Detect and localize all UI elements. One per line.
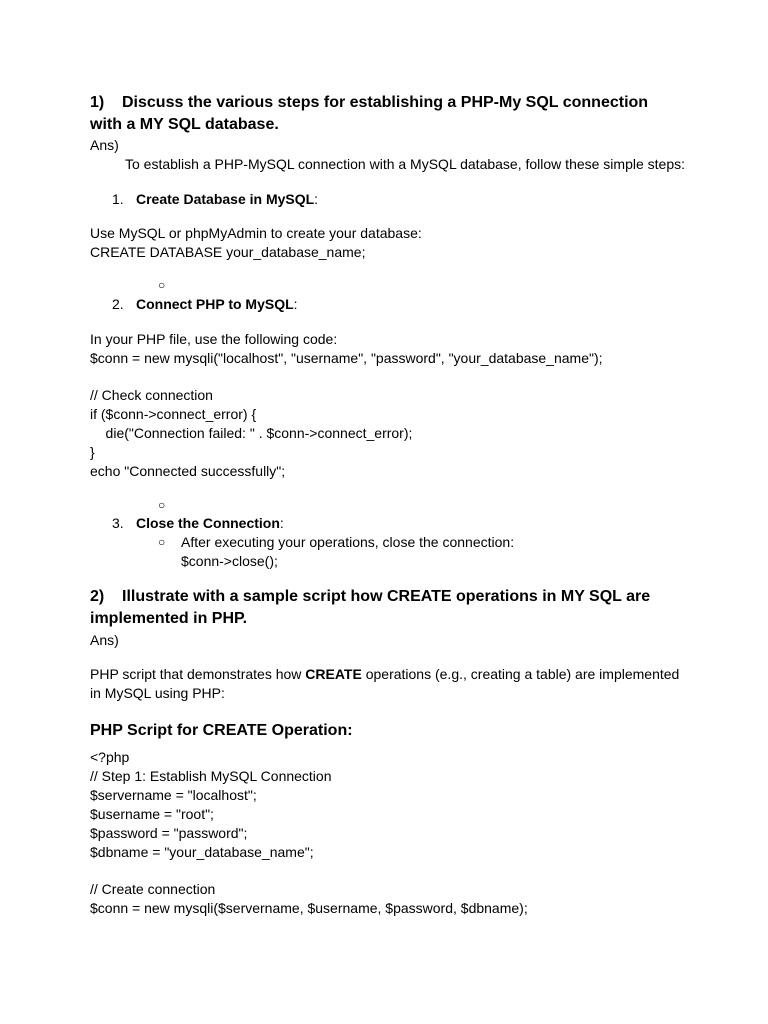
step-3-title: Close the Connection xyxy=(136,515,280,531)
answer-2-label: Ans) xyxy=(90,632,119,648)
answer-1-label: Ans) xyxy=(90,137,119,153)
step-3-suffix: : xyxy=(279,515,284,531)
empty-bullet-1: ○ xyxy=(158,278,166,292)
empty-bullet-2: ○ xyxy=(158,498,166,512)
question-2-title-line1: Illustrate with a sample script how CREATE operations in MY SQL are xyxy=(122,588,651,605)
question-1-title-line1: Discuss the various steps for establishing a PHP-My SQL connection xyxy=(122,94,649,111)
step-2-line-5: die("Connection failed: " . $conn->connect_error); xyxy=(90,425,413,441)
answer-2-desc-before: PHP script that demonstrates how xyxy=(90,666,306,682)
question-1-title-line2: with a MY SQL database. xyxy=(90,116,279,133)
question-1-heading xyxy=(90,92,690,136)
answer-2-desc-after: operations (e.g., creating a table) are implemented xyxy=(361,666,680,682)
code-line-7: // Create connection xyxy=(90,881,216,897)
step-1-title: Create Database in MySQL xyxy=(136,191,315,207)
step-3-sub-line-2: $conn->close(); xyxy=(181,553,278,569)
question-1-number: 1) xyxy=(90,94,105,111)
step-1-number: 1. xyxy=(112,191,124,207)
script-heading: PHP Script for CREATE Operation: xyxy=(90,722,353,739)
step-1 xyxy=(112,190,318,209)
code-line-6: $dbname = "your_database_name"; xyxy=(90,844,314,860)
step-2-line-1: In your PHP file, use the following code: xyxy=(90,331,338,347)
question-2-title-line2: implemented in PHP. xyxy=(90,610,248,627)
answer-2-desc-bold: CREATE xyxy=(305,666,362,682)
step-2-line-6: } xyxy=(90,444,95,460)
step-2-number: 2. xyxy=(112,296,124,312)
code-line-3: $servername = "localhost"; xyxy=(90,787,257,803)
step-1-line-2: CREATE DATABASE your_database_name; xyxy=(90,244,366,260)
step-3-sub-line-1: After executing your operations, close the connection: xyxy=(181,534,515,550)
step-3-bullet: ○ xyxy=(158,535,166,549)
code-line-8: $conn = new mysqli($servername, $username, $password, $dbname); xyxy=(90,900,528,916)
answer-1-intro: To establish a PHP-MySQL connection with a MySQL database, follow these simple steps: xyxy=(125,156,686,172)
step-3 xyxy=(112,514,284,533)
answer-2-desc-line-1 xyxy=(90,665,679,684)
step-2-line-4: if ($conn->connect_error) { xyxy=(90,406,257,422)
step-1-suffix: : xyxy=(314,191,319,207)
code-line-2: // Step 1: Establish MySQL Connection xyxy=(90,768,332,784)
code-line-1: <?php xyxy=(90,749,130,765)
step-1-line-1: Use MySQL or phpMyAdmin to create your database: xyxy=(90,225,422,241)
step-3-number: 3. xyxy=(112,515,124,531)
code-line-4: $username = "root"; xyxy=(90,806,214,822)
code-line-5: $password = "password"; xyxy=(90,825,248,841)
step-2-line-3: // Check connection xyxy=(90,387,213,403)
step-2-line-7: echo "Connected successfully"; xyxy=(90,463,286,479)
step-2 xyxy=(112,295,298,314)
question-2-number: 2) xyxy=(90,588,105,605)
question-2-heading xyxy=(90,586,690,630)
answer-2-desc-line-2: in MySQL using PHP: xyxy=(90,685,225,701)
step-2-title: Connect PHP to MySQL xyxy=(136,296,294,312)
step-2-line-2: $conn = new mysqli("localhost", "username", "password", "your_database_name"); xyxy=(90,350,603,366)
step-2-suffix: : xyxy=(293,296,298,312)
